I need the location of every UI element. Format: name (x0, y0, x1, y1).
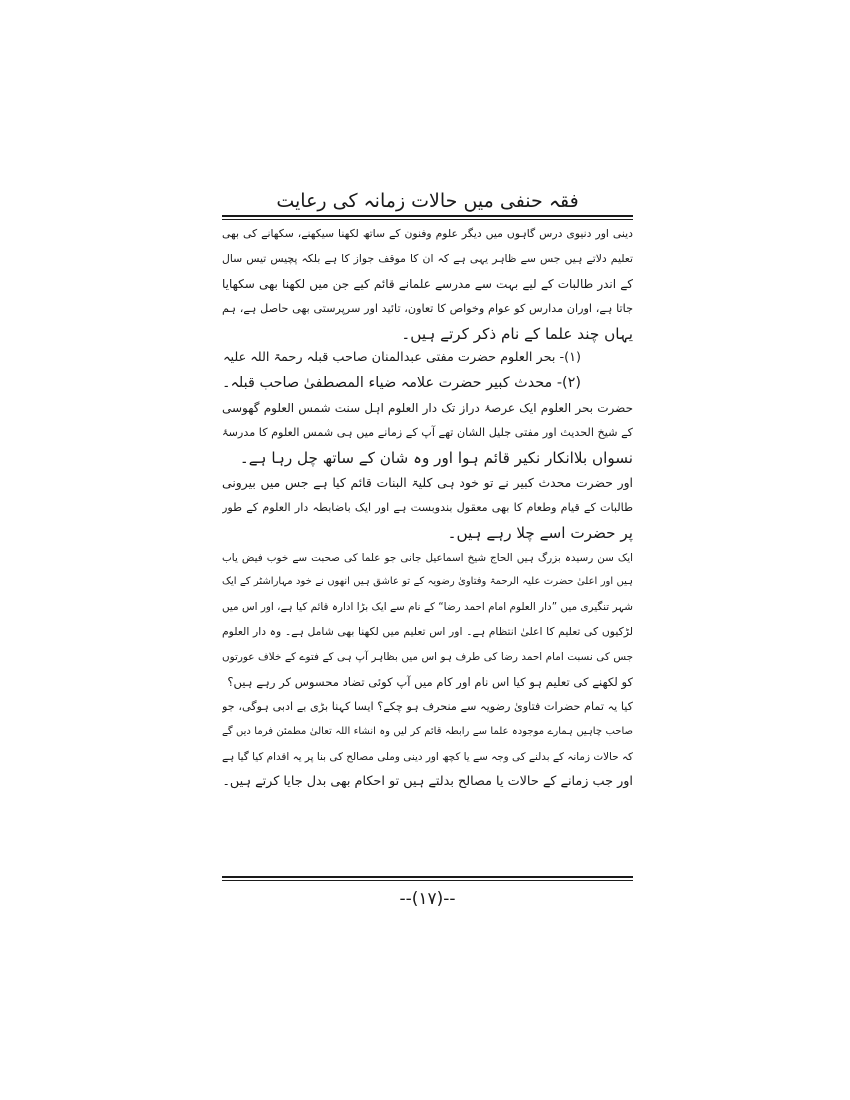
page-number: --(۱۷)-- (399, 889, 456, 909)
text-line: صاحب چاہیں ہمارے موجودہ علما سے رابطہ قائم کر لیں وہ انشاء اللہ تعالیٰ مطمئن فرما دیں گے (222, 725, 633, 737)
text-line: کو لکھنے کی تعلیم ہو کیا اس نام اور کام میں آپ کوئی تضاد محسوس کر رہے ہیں؟ (227, 675, 633, 690)
text-line: تعلیم دلاتے ہیں جس سے ظاہر یہی ہے کہ ان کا موقف جواز کا ہے بلکہ پچیس تیس سال (222, 251, 633, 265)
text-line: کہ حالات زمانہ کے بدلنے کی وجہ سے یا کچھ اور دینی وملی مصالح کی بنا پر یہ اقدام کیا گیا ہے (222, 750, 633, 763)
text-line: یہاں چند علما کے نام ذکر کرتے ہیں۔ (401, 324, 633, 343)
text-line: جاتا ہے، اوران مدارس کو عوام وخواص کا تعاون، تائید اور سرپرستی بھی حاصل ہے، ہم (222, 301, 633, 315)
footer-rule-thick (222, 876, 633, 878)
running-header: فقہ حنفی میں حالات زمانہ کی رعایت (276, 190, 579, 212)
text-line: لڑکیوں کی تعلیم کا اعلیٰ انتظام ہے۔ اور اس تعلیم میں لکھنا بھی شامل ہے۔ وہ دار العلوم (222, 625, 633, 639)
header-rule-thick (222, 215, 633, 217)
text-line: حضرت بحر العلوم ایک عرصۂ دراز تک دار العلوم اہل سنت شمس العلوم گھوسی (222, 401, 633, 416)
text-line: کے شیخ الحدیث اور مفتی جلیل الشان تھے آپ کے زمانے میں ہی شمس العلوم کا مدرسۂ (222, 426, 633, 440)
list-item: (۱)- بحر العلوم حضرت مفتی عبدالمنان صاحب قبلہ رحمۃ اللہ علیہ (222, 350, 581, 366)
text-line: اور حضرت محدث کبیر نے تو خود ہی کلیۃ البنات قائم کیا ہے جس میں بیرونی (222, 474, 633, 490)
text-line: شہر تنگیری میں ”دار العلوم امام احمد رضا“ کے نام سے ایک بڑا ادارہ قائم کیا ہے، اور اس میں (222, 601, 633, 614)
text-line: پر حضرت اسے چلا رہے ہیں۔ (447, 523, 633, 542)
body-text (222, 222, 633, 872)
text-line: دینی اور دنیوی درس گاہوں میں دیگر علوم وفنون کے ساتھ لکھنا سیکھنے، سکھانے کی بھی (222, 227, 633, 240)
text-line: جس کی نسبت امام احمد رضا کی طرف ہو اس میں بظاہر آپ ہی کے فتوے کے خلاف عورتوں (222, 651, 633, 664)
footer-rule-thin (222, 880, 633, 881)
list-item: (۲)- محدث کبیر حضرت علامہ ضیاء المصطفیٰ صاحب قبلہ۔ (222, 375, 581, 392)
text-line: اور جب زمانے کے حالات یا مصالح بدلتے ہیں تو احکام بھی بدل جایا کرتے ہیں۔ (222, 773, 633, 789)
text-line: نسواں بلاانکار نکیر قائم ہوا اور وہ شان کے ساتھ چل رہا ہے۔ (239, 449, 633, 468)
header-rule-thin (222, 219, 633, 220)
text-line: کے اندر طالبات کے لیے بہت سے مدرسے علمانے قائم کیے جن میں لکھنا بھی سکھایا (222, 276, 633, 291)
text-line: ہیں اور اعلیٰ حضرت علیہ الرحمۃ وفتاویٰ رضویہ کے تو عاشق ہیں انھوں نے خود مہاراشٹر کے ایک (222, 576, 633, 588)
text-line: ایک سن رسیدہ بزرگ ہیں الحاج شیخ اسماعیل جانی جو علما کی صحبت سے خوب فیض یاب (222, 551, 633, 564)
text-line: کیا یہ تمام حضرات فتاویٰ رضویہ سے منحرف ہو چکے؟ ایسا کہنا بڑی بے ادبی ہوگی، جو (222, 699, 633, 713)
text-line: طالبات کے قیام وطعام کا بھی معقول بندوبست ہے اور ایک باضابطہ دار العلوم کے طور (222, 500, 633, 514)
